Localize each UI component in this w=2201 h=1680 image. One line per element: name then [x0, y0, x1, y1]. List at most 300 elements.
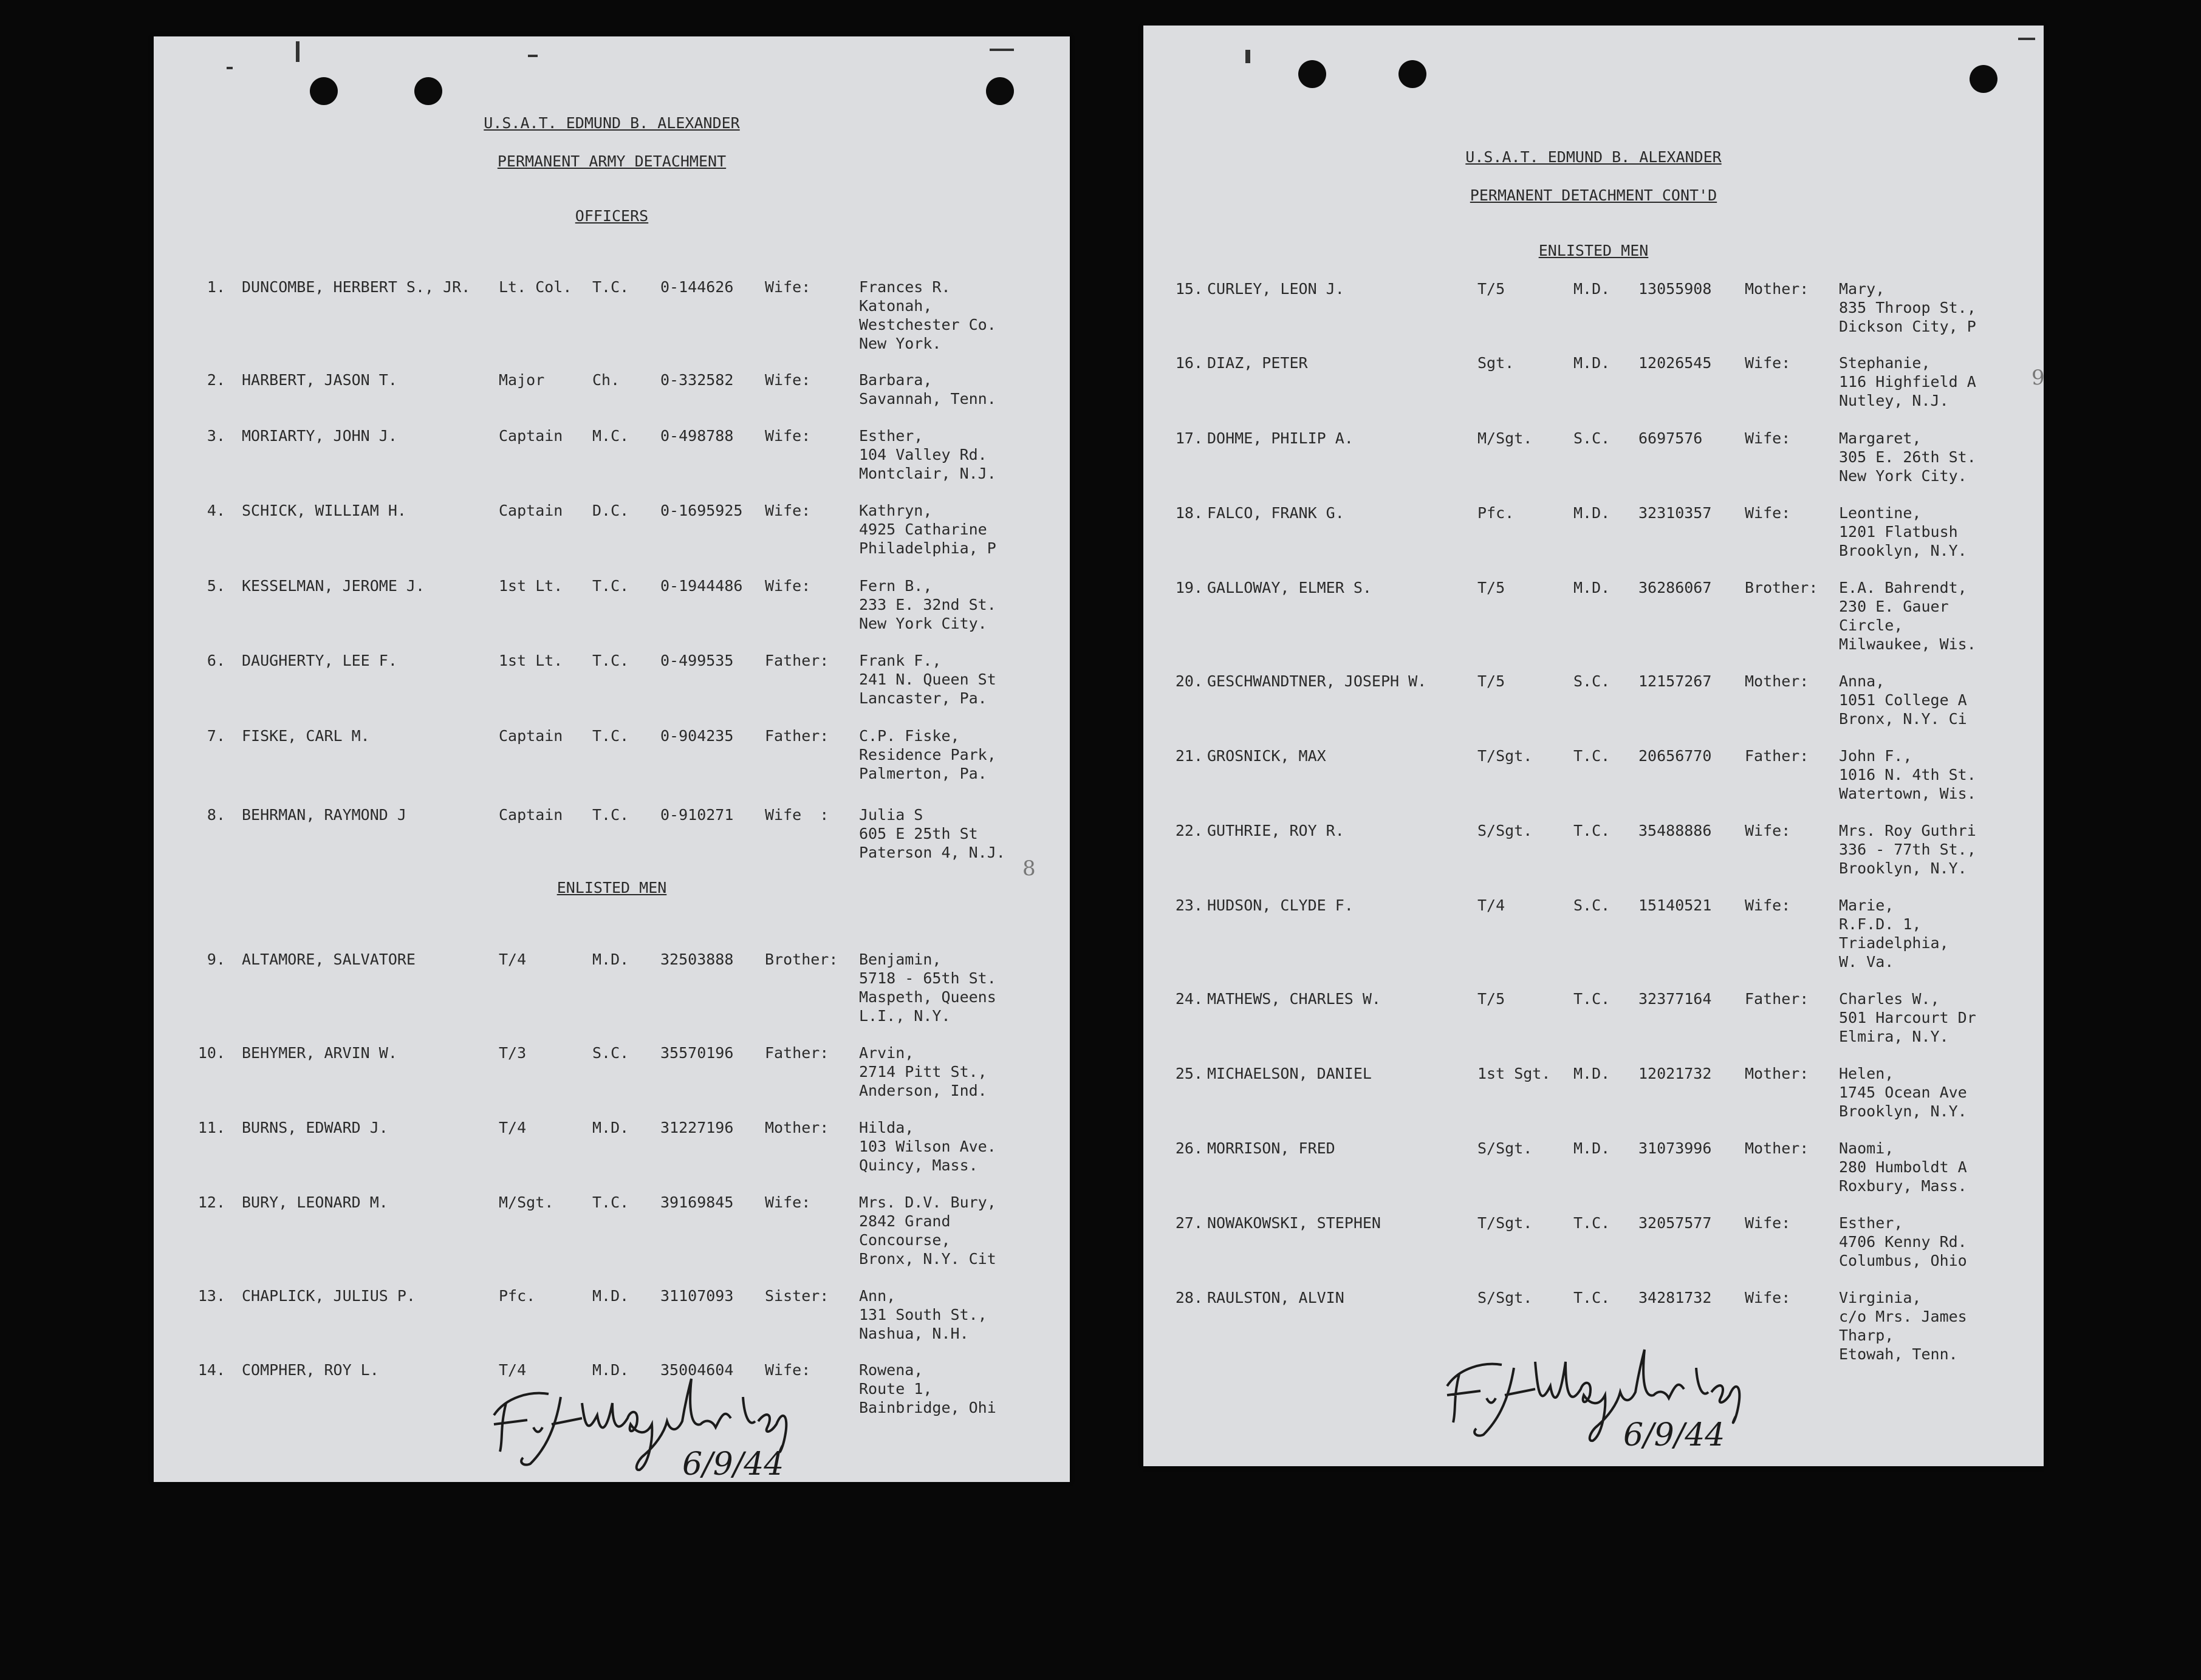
- entry-serial: 0-904235: [660, 727, 734, 745]
- entry-address: [1839, 1064, 2036, 1121]
- entry-address: [859, 1361, 1066, 1417]
- entry-serial: 31107093: [660, 1287, 734, 1305]
- entry-relation: Brother:: [765, 951, 838, 968]
- address-line: 241 N. Queen St: [859, 671, 996, 688]
- entry-branch: M.D.: [592, 1287, 629, 1305]
- address-line: 233 E. 32nd St.: [859, 596, 996, 613]
- address-line: Bronx, N.Y. Cit: [859, 1250, 996, 1268]
- address-line: New York City.: [1839, 467, 1967, 485]
- section-heading-enlisted: ENLISTED MEN: [556, 879, 667, 896]
- entry-name: CURLEY, LEON J.: [1207, 280, 1344, 298]
- entry-rank: T/5: [1477, 990, 1505, 1008]
- entry-serial: 39169845: [660, 1193, 734, 1211]
- address-line: Marie,: [1839, 896, 1894, 914]
- address-line: Benjamin,: [859, 951, 942, 968]
- entry-name: DOHME, PHILIP A.: [1207, 429, 1354, 447]
- address-line: 230 E. Gauer: [1839, 598, 1949, 615]
- entry-serial: 35004604: [660, 1361, 734, 1379]
- entry-address: [1839, 1288, 2036, 1364]
- entry-relation: Brother:: [1745, 579, 1818, 596]
- entry-number: 27.: [1175, 1214, 1203, 1232]
- address-line: 4706 Kenny Rd.: [1839, 1233, 1967, 1251]
- entry-branch: M.D.: [1573, 280, 1611, 298]
- address-line: Kathryn,: [859, 502, 933, 519]
- entry-branch: S.C.: [1573, 896, 1611, 914]
- address-line: Fern B.,: [859, 577, 933, 595]
- entry-address: [859, 805, 1066, 862]
- address-line: 104 Valley Rd.: [859, 446, 987, 463]
- entry-number: 1.: [207, 278, 225, 296]
- entry-branch: T.C.: [1573, 822, 1611, 839]
- entry-relation: Father:: [765, 652, 829, 669]
- inspector-signature: [1435, 1313, 1775, 1453]
- entry-number: 3.: [207, 427, 225, 445]
- address-line: 605 E 25th St: [859, 825, 978, 842]
- address-line: 280 Humboldt A: [1839, 1158, 1967, 1176]
- address-line: Margaret,: [1839, 429, 1922, 447]
- entry-name: SCHICK, WILLIAM H.: [242, 502, 406, 519]
- entry-serial: 35488886: [1638, 822, 1712, 839]
- entry-address: [1839, 1139, 2036, 1195]
- entry-number: 23.: [1175, 896, 1203, 914]
- entry-rank: T/5: [1477, 280, 1505, 298]
- entry-relation: Wife:: [765, 502, 811, 519]
- entry-relation: Mother:: [1745, 1065, 1809, 1082]
- entry-name: DAUGHERTY, LEE F.: [242, 652, 397, 669]
- address-line: Savannah, Tenn.: [859, 390, 996, 408]
- entry-rank: T/5: [1477, 672, 1505, 690]
- entry-branch: T.C.: [592, 577, 629, 595]
- entry-number: 22.: [1175, 822, 1203, 839]
- address-line: Naomi,: [1839, 1139, 1894, 1157]
- document-subtitle: PERMANENT ARMY DETACHMENT: [497, 152, 727, 170]
- entry-address: [1839, 821, 2036, 878]
- entry-rank: Lt. Col.: [499, 278, 572, 296]
- entry-branch: T.C.: [1573, 747, 1611, 765]
- punch-hole: [1398, 60, 1426, 88]
- address-line: Nutley, N.J.: [1839, 392, 1949, 409]
- entry-number: 19.: [1175, 579, 1203, 596]
- address-line: 501 Harcourt Dr: [1839, 1009, 1976, 1026]
- address-line: Concourse,: [859, 1231, 951, 1249]
- entry-branch: S.C.: [592, 1044, 629, 1062]
- entry-branch: M.D.: [1573, 1065, 1611, 1082]
- address-line: 103 Wilson Ave.: [859, 1138, 996, 1155]
- entry-branch: M.D.: [592, 1361, 629, 1379]
- entry-rank: T/4: [499, 1119, 527, 1136]
- entry-relation: Mother:: [1745, 672, 1809, 690]
- entry-relation: Wife:: [765, 427, 811, 445]
- entry-name: FISKE, CARL M.: [242, 727, 370, 745]
- address-line: Circle,: [1839, 616, 1903, 634]
- entry-address: [859, 370, 1066, 408]
- address-line: Bainbridge, Ohi: [859, 1399, 996, 1416]
- address-line: Elmira, N.Y.: [1839, 1028, 1949, 1045]
- address-line: Route 1,: [859, 1380, 933, 1398]
- punch-hole: [986, 77, 1014, 105]
- entry-serial: 0-1695925: [660, 502, 743, 519]
- entry-name: GROSNICK, MAX: [1207, 747, 1326, 765]
- address-line: Philadelphia, P: [859, 539, 996, 557]
- address-line: 4925 Catharine: [859, 521, 987, 538]
- entry-name: GESCHWANDTNER, JOSEPH W.: [1207, 672, 1427, 690]
- entry-serial: 32377164: [1638, 990, 1712, 1008]
- entry-address: [859, 1193, 1066, 1268]
- entry-serial: 12026545: [1638, 354, 1712, 372]
- entry-relation: Wife:: [1745, 429, 1791, 447]
- entry-number: 6.: [207, 652, 225, 669]
- entry-rank: Pfc.: [1477, 504, 1515, 522]
- entry-number: 26.: [1175, 1139, 1203, 1157]
- address-line: Rowena,: [859, 1361, 923, 1379]
- address-line: Dickson City, P: [1839, 318, 1976, 335]
- address-line: New York City.: [859, 615, 987, 632]
- section-heading-enlisted: ENLISTED MEN: [1538, 242, 1649, 259]
- address-line: Katonah,: [859, 297, 933, 315]
- address-line: 131 South St.,: [859, 1306, 987, 1323]
- entry-number: 14.: [197, 1361, 225, 1379]
- address-line: 1051 College A: [1839, 691, 1967, 709]
- entry-address: [859, 651, 1066, 708]
- entry-rank: Captain: [499, 427, 563, 445]
- entry-number: 5.: [207, 577, 225, 595]
- address-line: Mary,: [1839, 280, 1885, 298]
- entry-address: [1839, 279, 2036, 336]
- section-heading-officers: OFFICERS: [575, 207, 649, 225]
- entry-relation: Wife :: [765, 806, 829, 824]
- address-line: Tharp,: [1839, 1327, 1894, 1344]
- entry-serial: 36286067: [1638, 579, 1712, 596]
- address-line: 336 - 77th St.,: [1839, 841, 1976, 858]
- entry-serial: 35570196: [660, 1044, 734, 1062]
- address-line: Etowah, Tenn.: [1839, 1345, 1958, 1363]
- entry-branch: S.C.: [1573, 429, 1611, 447]
- entry-relation: Mother:: [1745, 1139, 1809, 1157]
- address-line: Anderson, Ind.: [859, 1082, 987, 1099]
- address-line: Mrs. Roy Guthri: [1839, 822, 1976, 839]
- address-line: Leontine,: [1839, 504, 1922, 522]
- address-line: Esther,: [1839, 1214, 1903, 1232]
- ink-speck: [227, 67, 233, 69]
- entry-relation: Wife:: [765, 1361, 811, 1379]
- address-line: Virginia,: [1839, 1289, 1922, 1306]
- entry-address: [859, 1118, 1066, 1175]
- entry-name: HARBERT, JASON T.: [242, 371, 397, 389]
- entry-rank: T/4: [499, 951, 527, 968]
- entry-relation: Father:: [1745, 990, 1809, 1008]
- entry-serial: 0-1944486: [660, 577, 743, 595]
- entry-number: 12.: [197, 1193, 225, 1211]
- entry-relation: Wife:: [765, 278, 811, 296]
- roster-page-2: [1143, 26, 2044, 1466]
- entry-rank: Captain: [499, 502, 563, 519]
- entry-name: MICHAELSON, DANIEL: [1207, 1065, 1372, 1082]
- address-line: 5718 - 65th St.: [859, 969, 996, 987]
- address-line: Stephanie,: [1839, 354, 1931, 372]
- ink-speck: [296, 41, 300, 62]
- entry-serial: 34281732: [1638, 1289, 1712, 1306]
- entry-branch: S.C.: [1573, 672, 1611, 690]
- entry-name: ALTAMORE, SALVATORE: [242, 951, 416, 968]
- entry-branch: M.D.: [1573, 579, 1611, 596]
- entry-address: [859, 1286, 1066, 1343]
- entry-relation: Father:: [765, 1044, 829, 1062]
- entry-branch: M.D.: [592, 1119, 629, 1136]
- entry-branch: M.D.: [1573, 354, 1611, 372]
- address-line: 2714 Pitt St.,: [859, 1063, 987, 1081]
- address-line: c/o Mrs. James: [1839, 1308, 1967, 1325]
- entry-rank: Sgt.: [1477, 354, 1515, 372]
- entry-relation: Wife:: [1745, 896, 1791, 914]
- address-line: 1016 N. 4th St.: [1839, 766, 1976, 784]
- entry-branch: M.D.: [1573, 504, 1611, 522]
- entry-rank: M/Sgt.: [1477, 429, 1533, 447]
- entry-relation: Wife:: [765, 371, 811, 389]
- entry-rank: 1st Sgt.: [1477, 1065, 1551, 1082]
- entry-relation: Mother:: [1745, 280, 1809, 298]
- entry-address: [1839, 353, 2036, 410]
- entry-rank: Major: [499, 371, 545, 389]
- punch-hole: [414, 77, 442, 105]
- entry-name: NOWAKOWSKI, STEPHEN: [1207, 1214, 1381, 1232]
- address-line: Montclair, N.J.: [859, 465, 996, 482]
- entry-address: [1839, 578, 2036, 654]
- entry-branch: M.D.: [592, 951, 629, 968]
- address-line: 305 E. 26th St.: [1839, 448, 1976, 466]
- entry-number: 11.: [197, 1119, 225, 1136]
- entry-number: 15.: [1175, 280, 1203, 298]
- entry-name: CHAPLICK, JULIUS P.: [242, 1287, 416, 1305]
- entry-rank: T/3: [499, 1044, 527, 1062]
- entry-branch: T.C.: [592, 727, 629, 745]
- address-line: 1745 Ocean Ave: [1839, 1084, 1967, 1101]
- entry-branch: T.C.: [592, 278, 629, 296]
- entry-address: [1839, 896, 2036, 971]
- address-line: Lancaster, Pa.: [859, 689, 987, 707]
- address-line: Brooklyn, N.Y.: [1839, 1102, 1967, 1120]
- page-mark: 8: [1022, 856, 1036, 881]
- entry-address: [1839, 746, 2036, 803]
- entry-name: BEHYMER, ARVIN W.: [242, 1044, 397, 1062]
- entry-serial: 12021732: [1638, 1065, 1712, 1082]
- ink-speck: [528, 55, 538, 57]
- entry-relation: Wife:: [1745, 504, 1791, 522]
- entry-branch: T.C.: [1573, 1214, 1611, 1232]
- entry-name: GALLOWAY, ELMER S.: [1207, 579, 1372, 596]
- entry-branch: T.C.: [592, 652, 629, 669]
- address-line: W. Va.: [1839, 953, 1894, 971]
- address-line: Charles W.,: [1839, 990, 1940, 1008]
- entry-rank: Pfc.: [499, 1287, 536, 1305]
- address-line: Julia S: [859, 806, 923, 824]
- entry-serial: 0-910271: [660, 806, 734, 824]
- entry-number: 20.: [1175, 672, 1203, 690]
- entry-branch: T.C.: [592, 1193, 629, 1211]
- entry-number: 18.: [1175, 504, 1203, 522]
- entry-serial: 32310357: [1638, 504, 1712, 522]
- entry-address: [1839, 672, 2036, 728]
- address-line: Arvin,: [859, 1044, 914, 1062]
- entry-name: BURY, LEONARD M.: [242, 1193, 388, 1211]
- address-line: Barbara,: [859, 371, 933, 389]
- entry-serial: 31227196: [660, 1119, 734, 1136]
- entry-number: 4.: [207, 502, 225, 519]
- address-line: Roxbury, Mass.: [1839, 1177, 1967, 1195]
- entry-serial: 13055908: [1638, 280, 1712, 298]
- entry-relation: Father:: [1745, 747, 1809, 765]
- entry-rank: T/Sgt.: [1477, 747, 1533, 765]
- entry-branch: M.C.: [592, 427, 629, 445]
- entry-rank: S/Sgt.: [1477, 1139, 1533, 1157]
- entry-serial: 31073996: [1638, 1139, 1712, 1157]
- signature-date: 6/9/44: [682, 1446, 784, 1482]
- entry-serial: 0-499535: [660, 652, 734, 669]
- entry-address: [859, 950, 1066, 1025]
- address-line: 116 Highfield A: [1839, 373, 1976, 391]
- document-title: U.S.A.T. EDMUND B. ALEXANDER: [484, 114, 740, 132]
- address-line: Westchester Co.: [859, 316, 996, 333]
- entry-relation: Wife:: [1745, 1289, 1791, 1306]
- address-line: Brooklyn, N.Y.: [1839, 859, 1967, 877]
- address-line: Ann,: [859, 1287, 896, 1305]
- entry-rank: T/4: [499, 1361, 527, 1379]
- entry-address: [859, 278, 1066, 353]
- document-title: U.S.A.T. EDMUND B. ALEXANDER: [1465, 148, 1722, 166]
- entry-number: 7.: [207, 727, 225, 745]
- entry-address: [859, 426, 1066, 483]
- entry-rank: Captain: [499, 727, 563, 745]
- entry-name: DUNCOMBE, HERBERT S., JR.: [242, 278, 471, 296]
- entry-rank: T/5: [1477, 579, 1505, 596]
- entry-name: GUTHRIE, ROY R.: [1207, 822, 1344, 839]
- ink-speck: [1245, 50, 1250, 63]
- address-line: Maspeth, Queens: [859, 988, 996, 1006]
- entry-address: [1839, 989, 2036, 1046]
- entry-address: [859, 726, 1066, 783]
- address-line: New York.: [859, 335, 942, 352]
- entry-relation: Wife:: [765, 1193, 811, 1211]
- address-line: Residence Park,: [859, 746, 996, 763]
- address-line: Paterson 4, N.J.: [859, 844, 1005, 861]
- address-line: Frances R.: [859, 278, 951, 296]
- entry-relation: Father:: [765, 727, 829, 745]
- address-line: Hilda,: [859, 1119, 914, 1136]
- entry-name: DIAZ, PETER: [1207, 354, 1308, 372]
- entry-serial: 12157267: [1638, 672, 1712, 690]
- entry-name: BURNS, EDWARD J.: [242, 1119, 388, 1136]
- entry-serial: 0-498788: [660, 427, 734, 445]
- entry-address: [859, 1043, 1066, 1100]
- entry-number: 28.: [1175, 1289, 1203, 1306]
- address-line: Esther,: [859, 427, 923, 445]
- address-line: Brooklyn, N.Y.: [1839, 542, 1967, 559]
- entry-branch: T.C.: [1573, 1289, 1611, 1306]
- entry-number: 25.: [1175, 1065, 1203, 1082]
- address-line: C.P. Fiske,: [859, 727, 960, 745]
- address-line: E.A. Bahrendt,: [1839, 579, 1967, 596]
- address-line: Columbus, Ohio: [1839, 1252, 1967, 1269]
- address-line: Nashua, N.H.: [859, 1325, 969, 1342]
- entry-name: HUDSON, CLYDE F.: [1207, 896, 1354, 914]
- entry-relation: Wife:: [765, 577, 811, 595]
- address-line: 835 Throop St.,: [1839, 299, 1976, 316]
- entry-name: BEHRMAN, RAYMOND J: [242, 806, 406, 824]
- address-line: Milwaukee, Wis.: [1839, 635, 1976, 653]
- entry-serial: 6697576: [1638, 429, 1703, 447]
- entry-branch: T.C.: [592, 806, 629, 824]
- entry-serial: 32503888: [660, 951, 734, 968]
- signature-date: 6/9/44: [1623, 1417, 1725, 1453]
- entry-rank: 1st Lt.: [499, 577, 563, 595]
- ink-speck: [990, 49, 1014, 51]
- address-line: R.F.D. 1,: [1839, 915, 1922, 933]
- address-line: Bronx, N.Y. Ci: [1839, 710, 1967, 728]
- address-line: 2842 Grand: [859, 1212, 951, 1230]
- entry-rank: M/Sgt.: [499, 1193, 554, 1211]
- entry-rank: Captain: [499, 806, 563, 824]
- page-mark: 9: [2032, 366, 2045, 390]
- entry-relation: Sister:: [765, 1287, 829, 1305]
- address-line: Helen,: [1839, 1065, 1894, 1082]
- document-subtitle: PERMANENT DETACHMENT CONT'D: [1470, 186, 1717, 204]
- address-line: Anna,: [1839, 672, 1885, 690]
- entry-rank: T/4: [1477, 896, 1505, 914]
- entry-relation: Wife:: [1745, 822, 1791, 839]
- entry-rank: S/Sgt.: [1477, 822, 1533, 839]
- entry-name: KESSELMAN, JEROME J.: [242, 577, 425, 595]
- entry-name: MATHEWS, CHARLES W.: [1207, 990, 1381, 1008]
- entry-number: 16.: [1175, 354, 1203, 372]
- entry-number: 8.: [207, 806, 225, 824]
- entry-name: FALCO, FRANK G.: [1207, 504, 1344, 522]
- entry-address: [1839, 429, 2036, 485]
- entry-number: 10.: [197, 1044, 225, 1062]
- address-line: John F.,: [1839, 747, 1912, 765]
- entry-branch: D.C.: [592, 502, 629, 519]
- roster-page-1: [154, 36, 1070, 1482]
- address-line: L.I., N.Y.: [859, 1007, 951, 1025]
- address-line: Palmerton, Pa.: [859, 765, 987, 782]
- address-line: Mrs. D.V. Bury,: [859, 1193, 996, 1211]
- entry-name: RAULSTON, ALVIN: [1207, 1289, 1344, 1306]
- address-line: Frank F.,: [859, 652, 942, 669]
- entry-serial: 15140521: [1638, 896, 1712, 914]
- entry-serial: 32057577: [1638, 1214, 1712, 1232]
- entry-branch: M.D.: [1573, 1139, 1611, 1157]
- entry-number: 9.: [207, 951, 225, 968]
- address-line: Triadelphia,: [1839, 934, 1949, 952]
- entry-address: [1839, 1214, 2036, 1270]
- punch-hole: [1970, 65, 1997, 93]
- entry-relation: Wife:: [1745, 354, 1791, 372]
- entry-name: COMPHER, ROY L.: [242, 1361, 379, 1379]
- entry-rank: 1st Lt.: [499, 652, 563, 669]
- entry-number: 17.: [1175, 429, 1203, 447]
- ink-speck: [2018, 38, 2035, 40]
- entry-serial: 0-332582: [660, 371, 734, 389]
- entry-branch: Ch.: [592, 371, 620, 389]
- punch-hole: [1298, 60, 1326, 88]
- entry-serial: 0-144626: [660, 278, 734, 296]
- entry-address: [1839, 504, 2036, 560]
- address-line: 1201 Flatbush: [1839, 523, 1958, 541]
- entry-address: [859, 576, 1066, 633]
- entry-rank: T/Sgt.: [1477, 1214, 1533, 1232]
- entry-relation: Wife:: [1745, 1214, 1791, 1232]
- entry-serial: 20656770: [1638, 747, 1712, 765]
- punch-hole: [310, 77, 338, 105]
- entry-relation: Mother:: [765, 1119, 829, 1136]
